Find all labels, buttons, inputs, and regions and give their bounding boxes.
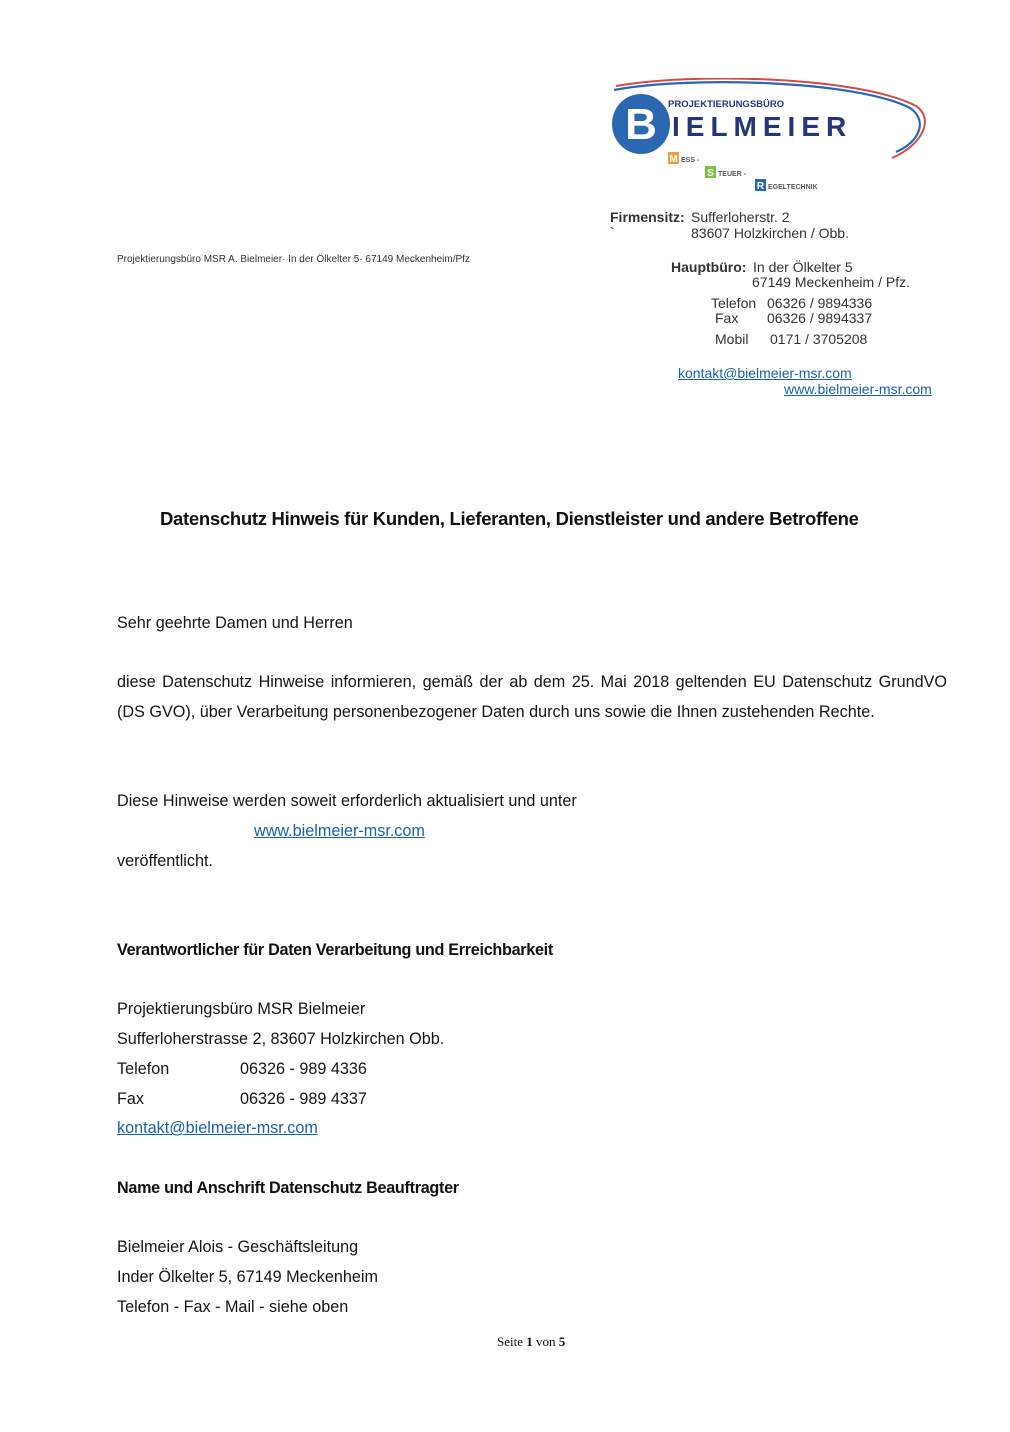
responsible-telefon: 06326 - 989 4336 bbox=[240, 1060, 367, 1078]
svg-text:R: R bbox=[756, 181, 765, 192]
sender-line: Projektierungsbüro MSR A. Bielmeier· In der Ölkelter 5· 67149 Meckenheim/Pfz bbox=[117, 254, 470, 265]
footer-seite: Seite bbox=[497, 1334, 523, 1349]
firmensitz-street: Sufferloherstr. 2 bbox=[691, 209, 790, 225]
salutation: Sehr geehrte Damen und Herren bbox=[117, 614, 353, 632]
firmensitz-city: 83607 Holzkirchen / Obb. bbox=[691, 225, 849, 241]
firmensitz-label: Firmensitz: bbox=[610, 209, 685, 225]
logo-initial: B bbox=[625, 100, 657, 149]
footer-von: von bbox=[536, 1334, 556, 1349]
update-web-link[interactable]: www.bielmeier-msr.com bbox=[254, 822, 425, 840]
svg-text:EGELTECHNIK: EGELTECHNIK bbox=[768, 184, 818, 191]
footer-page-total: 5 bbox=[558, 1334, 566, 1349]
firmensitz-mark: ` bbox=[610, 224, 615, 240]
dpo-address: Inder Ölkelter 5, 67149 Meckenheim bbox=[117, 1268, 378, 1286]
letterhead-web-link[interactable]: www.bielmeier-msr.com bbox=[784, 381, 932, 397]
published-line: veröffentlicht. bbox=[117, 852, 213, 870]
responsible-email-link[interactable]: kontakt@bielmeier-msr.com bbox=[117, 1119, 318, 1137]
svg-text:M: M bbox=[669, 154, 678, 165]
svg-text:ESS -: ESS - bbox=[681, 157, 700, 164]
section-responsible-heading: Verantwortlicher für Daten Verarbeitung und Erreichbarkeit bbox=[117, 941, 553, 959]
responsible-address: Sufferloherstrasse 2, 83607 Holzkirchen Obb. bbox=[117, 1030, 445, 1048]
hauptbuero-city: 67149 Meckenheim / Pfz. bbox=[752, 274, 910, 290]
intro-paragraph: diese Datenschutz Hinweise informieren, gemäß der ab dem 25. Mai 2018 geltenden EU Datenschutz GrundVO (DS GVO), über Verarbeitung personenbezogener Daten durch uns sowie die Ihnen zustehenden Rechte. bbox=[117, 673, 947, 721]
svg-text:S: S bbox=[707, 168, 714, 179]
letterhead-email-link[interactable]: kontakt@bielmeier-msr.com bbox=[678, 365, 852, 381]
letterhead-mobil: 0171 / 3705208 bbox=[770, 331, 868, 347]
page-footer bbox=[497, 1334, 565, 1350]
footer-page-number: 1 bbox=[526, 1334, 533, 1349]
letterhead-telefon: 06326 / 9894336 bbox=[767, 295, 873, 311]
dpo-name: Bielmeier Alois - Geschäftsleitung bbox=[117, 1238, 359, 1256]
hauptbuero-label: Hauptbüro: bbox=[671, 259, 747, 275]
responsible-company: Projektierungsbüro MSR Bielmeier bbox=[117, 1000, 366, 1018]
logo-top-text: PROJEKTIERUNGSBÜRO bbox=[668, 99, 785, 110]
letterhead-fax: 06326 / 9894337 bbox=[767, 310, 873, 326]
responsible-fax-label: Fax bbox=[117, 1090, 144, 1108]
svg-text:TEUER -: TEUER - bbox=[718, 171, 746, 178]
section-dpo-heading: Name und Anschrift Datenschutz Beauftragter bbox=[117, 1179, 459, 1197]
company-logo bbox=[606, 78, 926, 193]
logo-name: IELMEIER bbox=[672, 111, 853, 142]
letterhead-fax-label: Fax bbox=[715, 310, 739, 326]
dpo-contact: Telefon - Fax - Mail - siehe oben bbox=[117, 1298, 349, 1316]
letterhead-telefon-label: Telefon bbox=[711, 295, 757, 311]
update-line: Diese Hinweise werden soweit erforderlich aktualisiert und unter bbox=[117, 792, 577, 810]
document-title: Datenschutz Hinweis für Kunden, Lieferanten, Dienstleister und andere Betroffene bbox=[160, 508, 859, 529]
responsible-fax: 06326 - 989 4337 bbox=[240, 1090, 367, 1108]
hauptbuero-street: In der Ölkelter 5 bbox=[753, 259, 853, 275]
responsible-telefon-label: Telefon bbox=[117, 1060, 170, 1078]
letterhead-mobil-label: Mobil bbox=[715, 331, 749, 347]
